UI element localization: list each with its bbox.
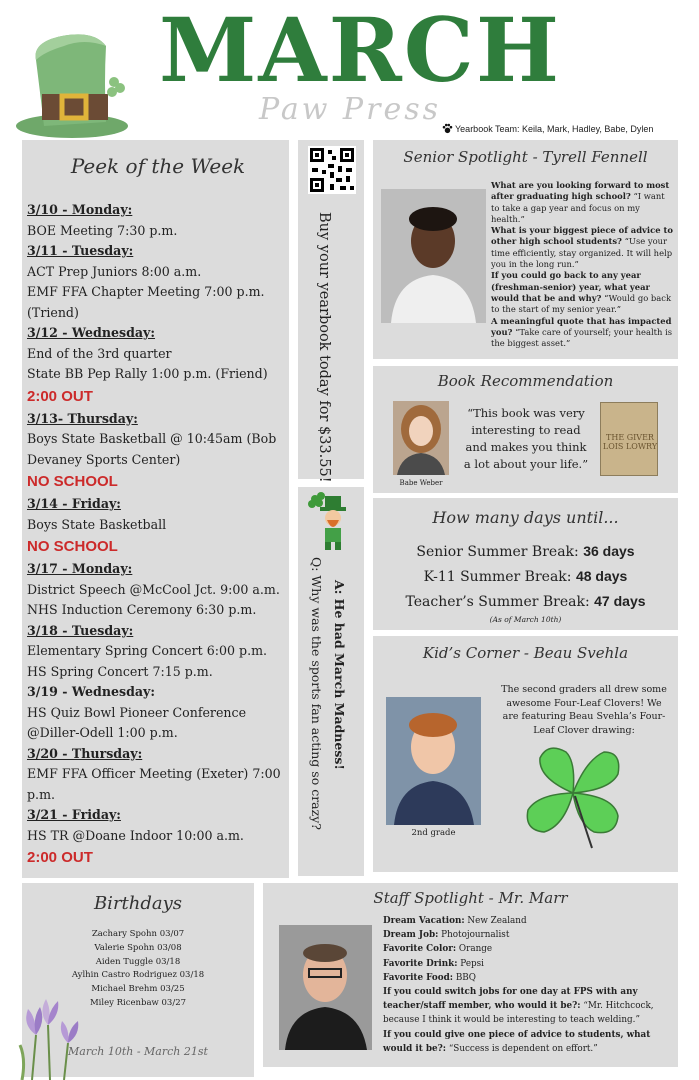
leprechaun-hat-icon xyxy=(14,22,134,140)
event-item: HS Quiz Bowl Pioneer Conference @Diller-Odell 1:00 p.m. xyxy=(27,704,247,740)
days-note: (As of March 10th) xyxy=(489,615,562,624)
days-label: Senior Summer Break: xyxy=(416,544,579,560)
qa-answer: “Use your time efficiently, stay organized. It will help you in the long run.” xyxy=(491,236,673,270)
event-date: 3/14 - Friday: xyxy=(27,496,121,511)
days-value: 36 days xyxy=(583,543,635,559)
event-date: 3/17 - Monday: xyxy=(27,561,133,576)
staff-entry xyxy=(383,1028,678,1056)
birthday-range: March 10th - March 21st xyxy=(68,1045,208,1058)
senior-qa xyxy=(491,180,674,349)
crocus-flowers-icon xyxy=(2,995,92,1080)
event-date: 3/19 - Wednesday: xyxy=(27,684,156,699)
event-item: HS Spring Concert 7:15 p.m. xyxy=(27,663,213,679)
kids-text: The second graders all drew some awesome Four-Leaf Clovers! We are featuring Beau Svehla’s Four-Leaf Clover drawing: xyxy=(501,684,667,736)
masthead-subtitle: Paw Press xyxy=(258,92,441,127)
staff-question: Dream Vacation: xyxy=(383,916,465,926)
senior-photo xyxy=(381,189,486,323)
staff-answer: Orange xyxy=(458,944,493,955)
event-date: 3/13- Thursday: xyxy=(27,410,138,426)
birthday-entry: Michael Brehm 03/25 xyxy=(91,984,185,995)
event-item: EMF FFA Officer Meeting (Exeter) 7:00 p.m. xyxy=(27,766,281,802)
senior-title: Senior Spotlight - Tyrell Fennell xyxy=(403,148,648,166)
days-label: K-11 Summer Break: xyxy=(423,569,572,585)
staff-question: If you could switch jobs for one day at FPS with any teacher/staff member, who would it be?: xyxy=(383,987,638,1012)
qa-question: What is your biggest piece of advice to other high school students? xyxy=(491,225,673,247)
staff-question: Favorite Color: xyxy=(383,944,457,955)
days-value: 47 days xyxy=(594,593,646,609)
peek-title: Peek of the Week xyxy=(70,154,246,178)
staff-entry xyxy=(383,928,678,942)
event-item: Boys State Basketball @ 10:45am (Bob Devaney Sports Center) xyxy=(27,431,277,467)
staff-answer: Pepsi xyxy=(460,958,484,969)
staff-entry xyxy=(383,985,678,1028)
event-date: 3/21 - Friday: xyxy=(27,807,121,822)
staff-answer: Photojournalist xyxy=(441,930,510,941)
qa-question: What are you looking forward to most after graduating high school? xyxy=(491,180,670,202)
days-row xyxy=(373,543,678,560)
event-item: ACT Prep Juniors 8:00 a.m. xyxy=(27,263,202,279)
staff-question: If you could give one piece of advice to students, what would it be?: xyxy=(383,1029,651,1054)
book-reviewer-photo xyxy=(393,401,449,475)
event-item: District Speech @McCool Jct. 9:00 a.m. xyxy=(27,581,280,597)
event-item: NHS Induction Ceremony 6:30 p.m. xyxy=(27,602,257,617)
days-row xyxy=(373,593,678,610)
event-item: EMF FFA Chapter Meeting 7:00 p.m. (Triend) xyxy=(27,284,265,320)
days-value: 48 days xyxy=(575,568,628,584)
event-item: Boys State Basketball xyxy=(27,516,167,532)
staff-entry xyxy=(383,957,678,971)
days-label: Teacher’s Summer Break: xyxy=(405,594,590,610)
qa-entry xyxy=(491,180,674,225)
staff-entry xyxy=(383,914,678,928)
event-alert: 2:00 OUT xyxy=(27,849,93,866)
event-date: 3/18 - Tuesday: xyxy=(27,622,134,638)
staff-photo xyxy=(279,925,372,1050)
birthday-entry: Aiden Tuggle 03/18 xyxy=(95,956,181,967)
event-item: End of the 3rd quarter xyxy=(27,345,172,361)
qa-entry xyxy=(491,270,674,315)
qa-answer: “Take care of yourself; your health is the biggest asset.” xyxy=(491,326,673,349)
four-leaf-clover-drawing xyxy=(518,738,630,850)
qa-question: A meaningful quote that has impacted you? xyxy=(491,315,672,337)
staff-answer: “Success is dependent on effort.” xyxy=(448,1043,598,1054)
event-alert: NO SCHOOL xyxy=(27,538,118,555)
days-title: How many days until... xyxy=(432,508,619,527)
event-date: 3/11 - Tuesday: xyxy=(27,243,134,258)
staff-qa xyxy=(383,914,678,1056)
staff-question: Dream Job: xyxy=(383,930,439,941)
staff-answer: BBQ xyxy=(455,972,476,983)
book-cover-title: THE GIVER LOIS LOWRY xyxy=(602,433,658,451)
qa-question: If you could go back to any year (freshman-senior) year, what year would that be and why? xyxy=(491,270,650,303)
event-item: State BB Pep Rally 1:00 p.m. (Friend) xyxy=(27,366,268,381)
event-list xyxy=(27,200,289,870)
qa-answer: “I want to take a gap year and focus on my health.” xyxy=(491,191,665,224)
event-date: 3/10 - Monday: xyxy=(27,202,133,217)
kids-title: Kid’s Corner - Beau Svehla xyxy=(422,644,629,662)
staff-entry xyxy=(383,971,678,985)
book-cover xyxy=(600,402,658,476)
masthead-title: MARCH xyxy=(158,0,561,102)
kid-photo xyxy=(386,697,481,825)
qa-entry xyxy=(491,316,674,350)
event-alert: NO SCHOOL xyxy=(27,473,118,490)
staff-question: Favorite Drink: xyxy=(383,958,458,969)
event-date: 3/12 - Wednesday: xyxy=(27,325,156,340)
days-row xyxy=(373,568,678,585)
qr-code-icon[interactable] xyxy=(308,146,356,194)
paw-icon xyxy=(442,123,453,134)
birthday-entry: Zachary Spohn 03/07 xyxy=(91,929,185,939)
staff-entry xyxy=(383,942,678,956)
yearbook-team xyxy=(442,123,653,134)
staff-title: Staff Spotlight - Mr. Marr xyxy=(373,889,568,907)
birthdays-title: Birthdays xyxy=(93,893,183,914)
event-item: BOE Meeting 7:30 p.m. xyxy=(27,222,178,238)
leprechaun-icon xyxy=(305,490,351,552)
book-quote: “This book was very interesting to read and makes you think a lot about your life.” xyxy=(463,406,589,471)
book-reviewer-caption: Babe Weber xyxy=(399,479,443,487)
qa-entry xyxy=(491,225,674,270)
birthday-entry: Miley Ricenbaw 03/27 xyxy=(89,997,187,1008)
event-alert: 2:00 OUT xyxy=(27,387,93,405)
staff-answer: New Zealand xyxy=(467,916,527,926)
book-title: Book Recommendation xyxy=(437,372,614,390)
event-date: 3/20 - Thursday: xyxy=(27,745,143,761)
birthday-entry: Aylhin Castro Rodriguez 03/18 xyxy=(71,970,205,981)
yearbook-promo: Buy your yearbook today for $33.55! xyxy=(316,212,332,483)
joke-question: Q: Why was the sports fan acting so crazy? xyxy=(309,557,324,830)
joke-answer: A: He had March Madness! xyxy=(332,580,347,770)
kid-caption: 2nd grade xyxy=(411,828,456,838)
days-until-panel xyxy=(373,498,678,630)
staff-question: Favorite Food: xyxy=(383,972,454,983)
birthday-entry: Valerie Spohn 03/08 xyxy=(94,942,182,953)
qa-answer: “Would go back to the start of my senior year.” xyxy=(491,292,672,315)
event-item: HS TR @Doane Indoor 10:00 a.m. xyxy=(27,827,244,843)
peek-of-the-week-panel xyxy=(22,140,289,878)
team-text: Yearbook Team: Keila, Mark, Hadley, Babe, Dylen xyxy=(455,124,654,134)
staff-answer: “Mr. Hitchcock, because I think it would be interesting to teach welding.” xyxy=(383,1001,654,1026)
event-item: Elementary Spring Concert 6:00 p.m. xyxy=(27,643,268,658)
